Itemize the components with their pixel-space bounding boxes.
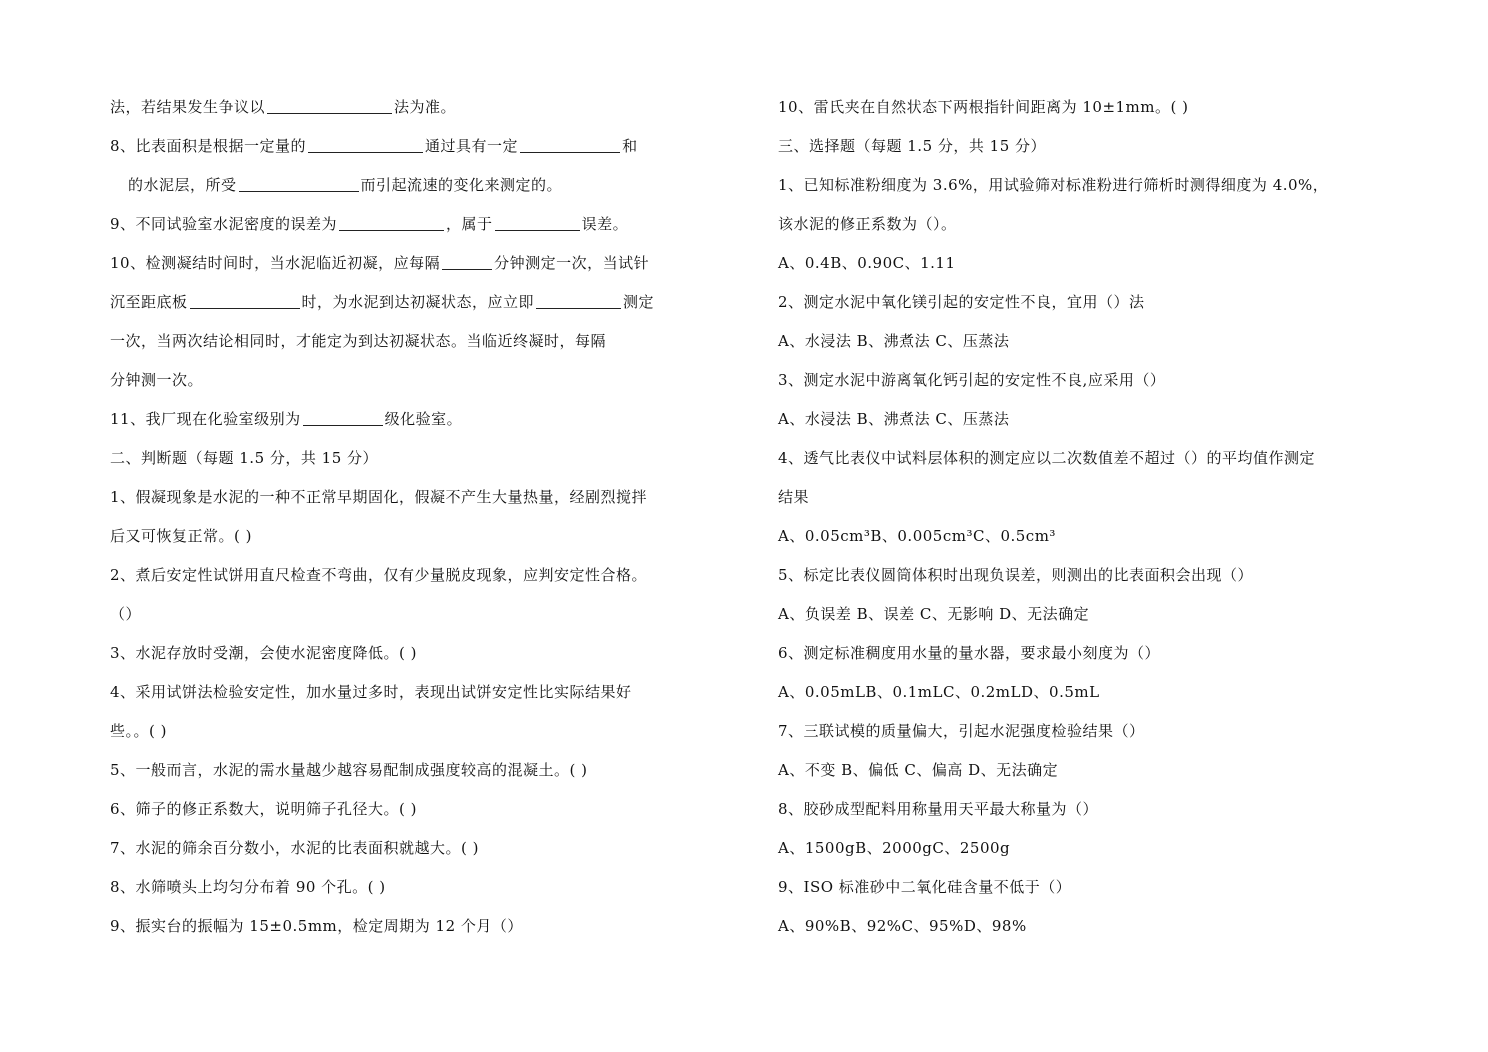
question-tf-6: 6、筛子的修正系数大，说明筛子孔径大。( ) bbox=[110, 800, 418, 818]
section-heading-multiple-choice: 三、选择题（每题 1.5 分，共 15 分） bbox=[778, 137, 1047, 155]
text-line: （） bbox=[110, 605, 142, 623]
question-fill-8: 8、比表面积是根据一定量的 通过具有一定 和 bbox=[110, 127, 710, 166]
question-mc-1: 1、已知标准粉细度为 3.6%，用试验筛对标准粉进行筛析时测得细度为 4.0%， bbox=[778, 176, 1329, 194]
answer-blank bbox=[495, 212, 580, 231]
answer-options: A、1500gB、2000gC、2500g bbox=[778, 839, 1011, 857]
answer-options: A、水浸法 B、沸煮法 C、压蒸法 bbox=[778, 332, 1010, 350]
question-fill-10: 10、检测凝结时间时，当水泥临近初凝，应每隔 分钟测定一次，当试针 bbox=[110, 244, 710, 283]
text-line: 结果 bbox=[778, 488, 810, 506]
question-mc-7: 7、三联试模的质量偏大，引起水泥强度检验结果（） bbox=[778, 722, 1145, 740]
question-tf-7: 7、水泥的筛余百分数小，水泥的比表面积就越大。( ) bbox=[110, 839, 480, 857]
text-line: 该水泥的修正系数为（）。 bbox=[778, 215, 957, 233]
question-tf-1: 1、假凝现象是水泥的一种不正常早期固化，假凝不产生大量热量，经剧烈搅拌 bbox=[110, 488, 648, 506]
question-tf-4: 4、采用试饼法检验安定性，加水量过多时，表现出试饼安定性比实际结果好 bbox=[110, 683, 632, 701]
question-tf-2: 2、煮后安定性试饼用直尺检查不弯曲，仅有少量脱皮现象，应判安定性合格。 bbox=[110, 566, 648, 584]
right-column bbox=[778, 88, 1388, 946]
answer-options: A、90%B、92%C、95%D、98% bbox=[778, 917, 1027, 935]
question-tf-9: 9、振实台的振幅为 15±0.5mm，检定周期为 12 个月（） bbox=[110, 917, 523, 935]
answer-blank bbox=[190, 290, 300, 309]
text-line: 些。。( ) bbox=[110, 722, 167, 740]
section-heading-true-false: 二、判断题（每题 1.5 分，共 15 分） bbox=[110, 449, 379, 467]
text-line: 沉至距底板 时，为水泥到达初凝状态，应立即 测定 bbox=[110, 283, 710, 322]
answer-blank bbox=[267, 95, 392, 114]
text-line: 后又可恢复正常。( ) bbox=[110, 527, 252, 545]
question-fill-9: 9、不同试验室水泥密度的误差为 ，属于 误差。 bbox=[110, 205, 710, 244]
answer-blank bbox=[520, 134, 620, 153]
question-tf-8: 8、水筛喷头上均匀分布着 90 个孔。( ) bbox=[110, 878, 386, 896]
answer-blank bbox=[442, 251, 492, 270]
question-mc-9: 9、ISO 标准砂中二氧化硅含量不低于（） bbox=[778, 878, 1072, 896]
answer-options: A、水浸法 B、沸煮法 C、压蒸法 bbox=[778, 410, 1010, 428]
text-line: 法，若结果发生争议以 法为准。 bbox=[110, 88, 710, 127]
text-line: 分钟测一次。 bbox=[110, 371, 204, 389]
answer-options: A、负误差 B、误差 C、无影响 D、无法确定 bbox=[778, 605, 1090, 623]
question-fill-11: 11、我厂现在化验室级别为 级化验室。 bbox=[110, 400, 710, 439]
question-mc-6: 6、测定标准稠度用水量的量水器，要求最小刻度为（） bbox=[778, 644, 1161, 662]
text-line: 的水泥层，所受 而引起流速的变化来测定的。 bbox=[110, 166, 710, 205]
answer-blank bbox=[239, 173, 359, 192]
question-tf-10: 10、雷氏夹在自然状态下两根指针间距离为 10±1mm。( ) bbox=[778, 98, 1189, 116]
answer-options: A、0.05cm³B、0.005cm³C、0.5cm³ bbox=[778, 527, 1056, 545]
answer-options: A、0.4B、0.90C、1.11 bbox=[778, 254, 956, 272]
question-mc-4: 4、透气比表仪中试料层体积的测定应以二次数值差不超过（）的平均值作测定 bbox=[778, 449, 1316, 467]
question-mc-2: 2、测定水泥中氧化镁引起的安定性不良，宜用（）法 bbox=[778, 293, 1145, 311]
question-tf-3: 3、水泥存放时受潮，会使水泥密度降低。( ) bbox=[110, 644, 418, 662]
left-column bbox=[110, 88, 710, 946]
answer-options: A、不变 B、偏低 C、偏高 D、无法确定 bbox=[778, 761, 1059, 779]
question-mc-5: 5、标定比表仪圆筒体积时出现负误差，则测出的比表面积会出现（） bbox=[778, 566, 1254, 584]
answer-blank bbox=[303, 407, 383, 426]
text-line: 一次，当两次结论相同时，才能定为到达初凝状态。当临近终凝时，每隔 bbox=[110, 332, 607, 350]
question-mc-8: 8、胶砂成型配料用称量用天平最大称量为（） bbox=[778, 800, 1099, 818]
answer-blank bbox=[536, 290, 621, 309]
answer-options: A、0.05mLB、0.1mLC、0.2mLD、0.5mL bbox=[778, 683, 1100, 701]
answer-blank bbox=[308, 134, 423, 153]
answer-blank bbox=[339, 212, 444, 231]
question-tf-5: 5、一般而言，水泥的需水量越少越容易配制成强度较高的混凝土。( ) bbox=[110, 761, 588, 779]
question-mc-3: 3、测定水泥中游离氧化钙引起的安定性不良,应采用（） bbox=[778, 371, 1166, 389]
